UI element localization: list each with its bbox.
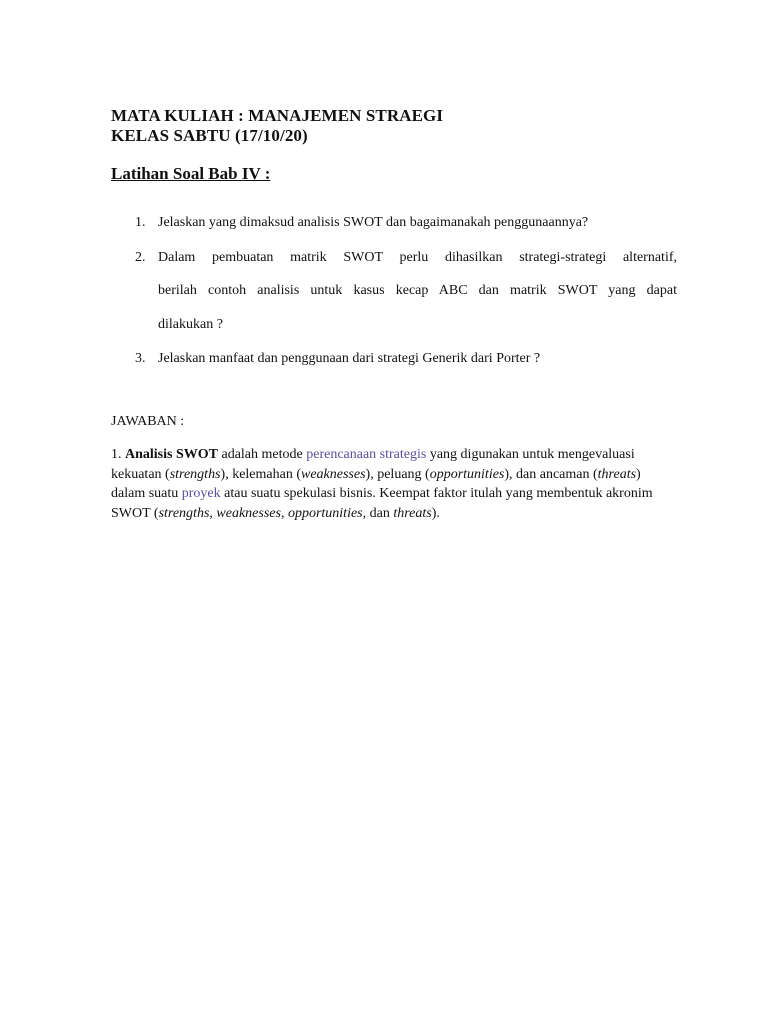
question-number: 2.: [135, 250, 146, 265]
answer-paragraph: [111, 445, 671, 523]
answer-text: adalah metode: [217, 447, 307, 462]
answer-text: ), dan ancaman (: [504, 466, 598, 482]
answer-italic: weaknesses: [216, 505, 281, 521]
answer-number: 1.: [111, 447, 125, 462]
question-text: dilakukan ?: [158, 317, 223, 332]
question-text: Dalam pembuatan matrik SWOT perlu dihasilkan strategi-strategi alternatif,: [158, 250, 677, 265]
course-title: MATA KULIAH : MANAJEMEN STRAEGI: [111, 106, 444, 125]
question-text: berilah contoh analisis untuk kasus kecap ABC dan matrik SWOT yang dapat: [158, 283, 677, 298]
answer-italic: opportunities: [287, 505, 363, 521]
answer-text: ), peluang (: [365, 466, 430, 482]
answer-text: atau suatu spekulasi bisnis. Keempat faktor itulah yang membentuk akronim SWOT (: [111, 486, 653, 521]
question-number: 1.: [135, 215, 146, 230]
answer-text: , dan: [362, 505, 394, 521]
link-project[interactable]: proyek: [181, 486, 221, 501]
exercise-heading: Latihan Soal Bab IV :: [111, 164, 271, 183]
answer-text: ).: [431, 505, 440, 521]
question-text: Jelaskan yang dimaksud analisis SWOT dan bagaimanakah penggunaannya?: [158, 215, 589, 230]
answer-text: ), kelemahan (: [220, 466, 301, 482]
answer-term: Analisis SWOT: [125, 447, 218, 462]
answer-text: yang digunakan untuk mengevaluasi kekuatan (: [111, 447, 635, 482]
link-strategic-planning[interactable]: perencanaan strategis: [306, 447, 427, 462]
answer-italic: strengths: [158, 505, 210, 521]
answer-italic: threats: [597, 466, 637, 482]
answer-italic: strengths: [169, 466, 221, 482]
answer-italic: threats: [393, 505, 432, 521]
question-number: 3.: [135, 351, 146, 366]
answer-text: ,: [280, 505, 288, 521]
question-text: Jelaskan manfaat dan penggunaan dari strategi Generik dari Porter ?: [158, 351, 541, 366]
answer-italic: weaknesses: [301, 466, 366, 482]
answer-text: ,: [209, 505, 217, 521]
answer-text: ) dalam suatu: [111, 466, 641, 501]
answer-heading: JAWABAN :: [111, 414, 185, 429]
answer-italic: opportunities: [429, 466, 505, 482]
class-info: KELAS SABTU (17/10/20): [111, 126, 308, 145]
